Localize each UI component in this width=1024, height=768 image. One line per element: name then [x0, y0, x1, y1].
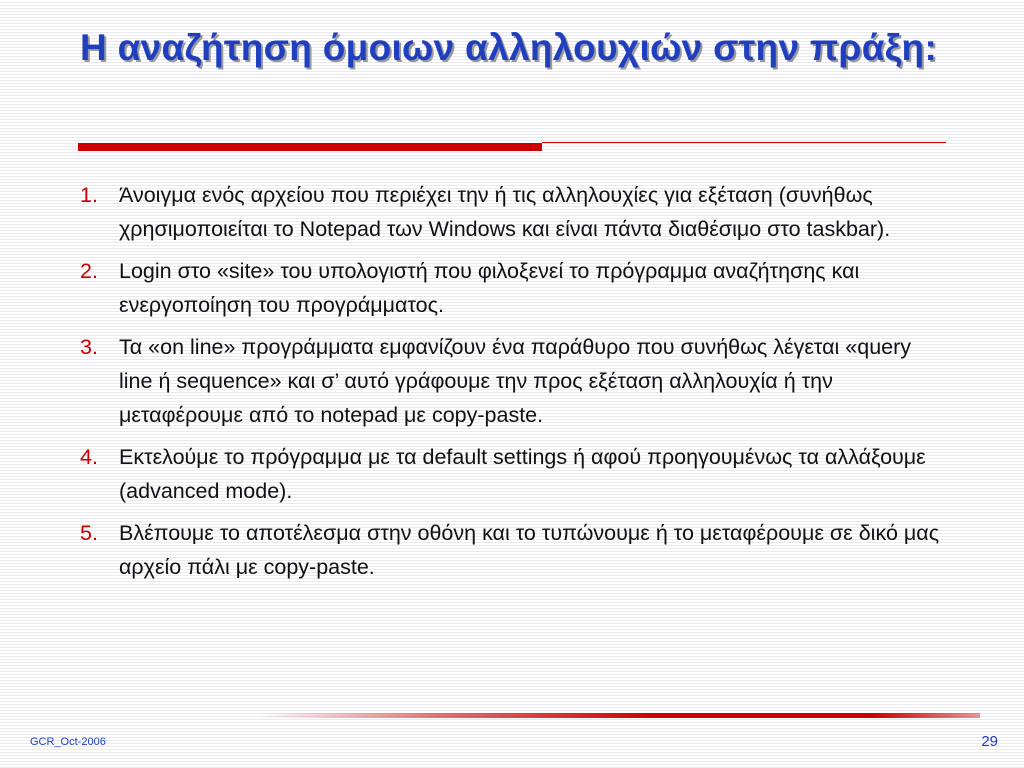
list-item-text: Εκτελούμε το πρόγραμμα με τα default settings ή αφού προηγουμένως τα αλλάξουμε (advanced mode). — [119, 445, 926, 503]
list-item — [80, 254, 950, 322]
title-underline-thick — [78, 143, 542, 151]
list-item — [80, 330, 950, 432]
footer-divider — [260, 713, 980, 718]
list-item — [80, 178, 950, 246]
list-item-text: Τα «on line» προγράμματα εμφανίζουν ένα παράθυρο που συνήθως λέγεται «query line ή sequence» και σ’ αυτό γράφουμε την προς εξέταση αλληλουχία ή την μεταφέρουμε από το notepad με copy-paste. — [119, 335, 912, 427]
numbered-list — [80, 178, 950, 592]
list-item-text: Login στο «site» του υπολογιστή που φιλοξενεί το πρόγραμμα αναζήτησης και ενεργοποίηση του προγράμματος. — [119, 259, 860, 317]
slide-title: Η αναζήτηση όμοιων αλληλουχιών στην πράξη: — [80, 27, 938, 68]
list-item-number: 4. — [80, 445, 98, 469]
list-item — [80, 440, 950, 508]
list-item-number: 1. — [80, 183, 98, 207]
title-underline-thin — [542, 142, 946, 143]
footer-label: GCR_Oct-2006 — [30, 736, 106, 748]
list-item-text: Άνοιγμα ενός αρχείου που περιέχει την ή τις αλληλουχίες για εξέταση (συνήθως χρησιμοποιείται το Notepad των Windows και είναι πάντα διαθέσιμο στο taskbar). — [119, 183, 891, 241]
list-item-number: 3. — [80, 335, 98, 359]
list-item-number: 2. — [80, 259, 98, 283]
list-item — [80, 516, 950, 584]
page-number: 29 — [981, 733, 998, 750]
list-item-text: Βλέπουμε το αποτέλεσμα στην οθόνη και το τυπώνουμε ή το μεταφέρουμε σε δικό μας αρχείο πάλι με copy-paste. — [119, 521, 940, 579]
list-item-number: 5. — [80, 521, 98, 545]
